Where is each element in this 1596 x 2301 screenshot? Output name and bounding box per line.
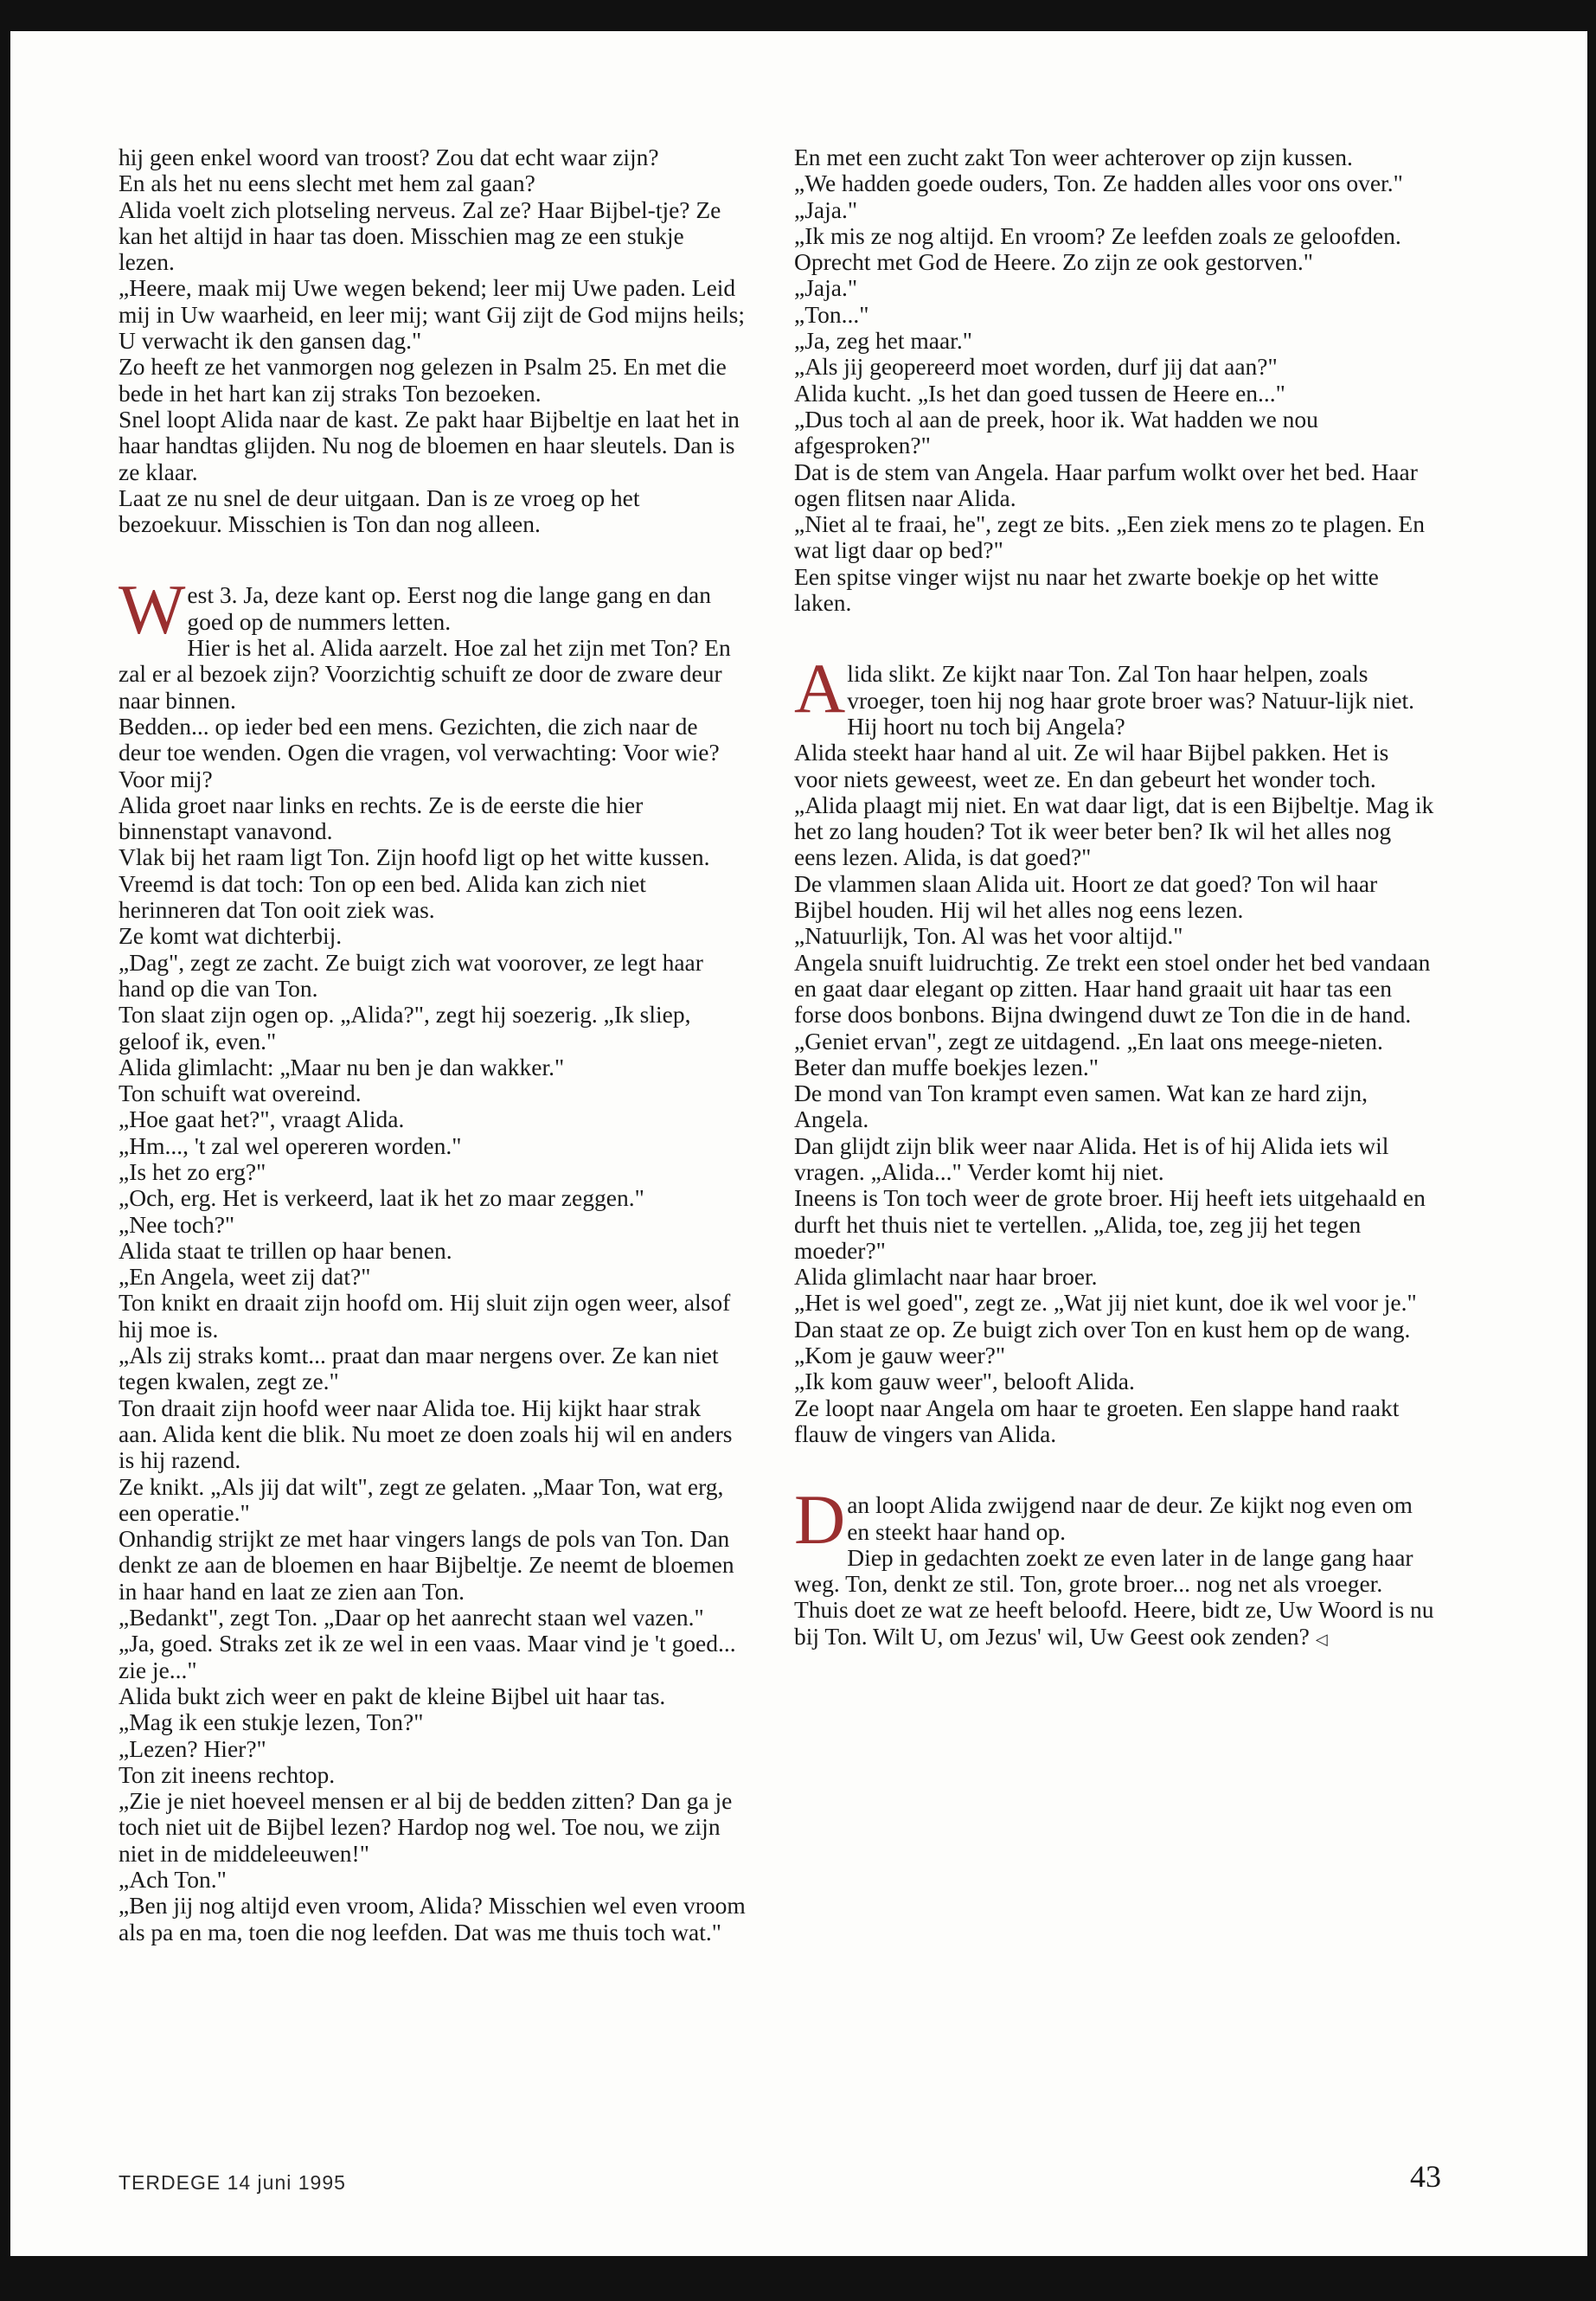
paragraph: „Jaja.": [794, 195, 858, 223]
paragraph: „We hadden goede ouders, Ton. Ze hadden alles voor ons over.": [794, 170, 1403, 197]
right-column: [794, 144, 1434, 1652]
paragraph: „Mag ik een stukje lezen, Ton?": [119, 1708, 424, 1736]
paragraph: Ton knikt en draait zijn hoofd om. Hij sluit zijn ogen weer, alsof hij moe is.: [119, 1289, 731, 1343]
page-number: 43: [1410, 2159, 1441, 2194]
paragraph: En als het nu eens slecht met hem zal gaan?: [119, 170, 535, 197]
paragraph: Onhandig strijkt ze met haar vingers langs de pols van Ton. Dan denkt ze aan de bloemen en haar Bijbeltje. Ze neemt de bloemen in haar hand en laat ze zien aan Ton.: [119, 1525, 734, 1605]
drop-cap: D: [794, 1480, 846, 1560]
paragraph: „Kom je gauw weer?": [794, 1342, 1006, 1369]
paragraph: „Is het zo erg?": [119, 1157, 266, 1185]
drop-cap: W: [119, 570, 186, 650]
paragraph: De vlammen slaan Alida uit. Hoort ze dat goed? Ton wil haar Bijbel houden. Hij wil het alles nog eens lezen.: [794, 869, 1378, 924]
paragraph: „Dus toch al aan de preek, hoor ik. Wat hadden we nou afgesproken?": [794, 405, 1318, 459]
paragraph: Diep in gedachten zoekt ze even later in de lange gang haar weg. Ton, denkt ze stil. Ton, grote broer... nog net als vroeger.: [794, 1543, 1413, 1598]
page-right-border: [1587, 0, 1596, 2301]
closing-paragraph: [794, 1597, 1434, 1652]
publication-footer: TERDEGE 14 juni 1995: [119, 2171, 346, 2194]
paragraph: „Dag", zegt ze zacht. Ze buigt zich wat voorover, ze legt haar hand op die van Ton.: [119, 948, 703, 1002]
paragraph: Dan staat ze op. Ze buigt zich over Ton en kust hem op de wang.: [794, 1315, 1411, 1343]
paragraph: „En Angela, weet zij dat?": [119, 1263, 371, 1291]
paragraph: „Als zij straks komt... praat dan maar nergens over. Ze kan niet tegen kwalen, zegt ze.": [119, 1342, 719, 1395]
page-top-border: [0, 0, 1596, 31]
closing-text: Thuis doet ze wat ze heeft beloofd. Heere, bidt ze, Uw Woord is nu bij Ton. Wilt U, om Jezus' wil, Uw Geest ook zenden?: [794, 1596, 1434, 1650]
paragraph: „Ik kom gauw weer", belooft Alida.: [794, 1368, 1135, 1395]
paragraph: „Zie je niet hoeveel mensen er al bij de bedden zitten? Dan ga je toch niet uit de Bijbel lezen? Hardop nog wel. Toe nou, we zijn niet in de middeleeuwen!": [119, 1787, 733, 1867]
paragraph: Alida kucht. „Is het dan goed tussen de Heere en...": [794, 379, 1285, 407]
section-opening-text: lida slikt. Ze kijkt naar Ton. Zal Ton haar helpen, zoals vroeger, toen hij nog haar grote broer was? Natuur-lijk niet. Hij hoort nu toch bij Angela?: [847, 660, 1415, 740]
section-opening-text: est 3. Ja, deze kant op. Eerst nog die lange gang en dan goed op de nummers letten.: [187, 581, 711, 635]
paragraph: Ze komt wat dichterbij.: [119, 922, 343, 950]
paragraph: „Hm..., 't zal wel opereren worden.": [119, 1131, 462, 1159]
page-bottom-border: [0, 2256, 1596, 2301]
paragraph: Hier is het al. Alida aarzelt. Hoe zal het zijn met Ton? En zal er al bezoek zijn? Voorzichtig schuift ze door de zware deur naar binnen.: [119, 634, 731, 714]
paragraph: „Heere, maak mij Uwe wegen bekend; leer mij Uwe paden. Leid mij in Uw waarheid, en leer mij; want Gij zijt de God mijns heils; U verwacht ik den gansen dag.": [119, 274, 746, 355]
paragraph: „Jaja.": [794, 274, 858, 302]
paragraph: Alida bukt zich weer en pakt de kleine Bijbel uit haar tas.: [119, 1682, 666, 1709]
paragraph: De mond van Ton krampt even samen. Wat kan ze hard zijn, Angela.: [794, 1080, 1368, 1133]
paragraph: Alida voelt zich plotseling nerveus. Zal ze? Haar Bijbel-tje? Ze kan het altijd in haar tas doen. Misschien mag ze een stukje lezen.: [119, 195, 721, 276]
paragraph: Dat is de stem van Angela. Haar parfum wolkt over het bed. Haar ogen flitsen naar Alida.: [794, 458, 1418, 511]
paragraph: „Ton...": [794, 300, 869, 328]
paragraph: Laat ze nu snel de deur uitgaan. Dan is ze vroeg op het bezoekuur. Misschien is Ton dan nog alleen.: [119, 484, 640, 538]
paragraph: Ze knikt. „Als jij dat wilt", zegt ze gelaten. „Maar Ton, wat erg, een operatie.": [119, 1472, 724, 1526]
section-opening-paragraph: [794, 649, 1434, 740]
paragraph: „Och, erg. Het is verkeerd, laat ik het zo maar zeggen.": [119, 1184, 644, 1212]
paragraph: Zo heeft ze het vanmorgen nog gelezen in Psalm 25. En met die bede in het hart kan zij straks Ton bezoeken.: [119, 353, 727, 407]
paragraph: „Het is wel goed", zegt ze. „Wat jij niet kunt, doe ik wel voor je.": [794, 1289, 1417, 1317]
paragraph: Alida steekt haar hand al uit. Ze wil haar Bijbel pakken. Het is voor niets geweest, weet ze. En dan gebeurt het wonder toch.: [794, 739, 1389, 792]
section-opening-paragraph: [794, 1480, 1434, 1560]
paragraph: Angela snuift luidruchtig. Ze trekt een stoel onder het bed vandaan en gaat daar elegant op zitten. Haar hand graait uit haar tas een forse doos bonbons. Bijna dwingend duwt ze Ton die in de hand.: [794, 948, 1431, 1029]
paragraph: „Ik mis ze nog altijd. En vroom? Ze leefden zoals ze geloofden. Oprecht met God de Heere. Zo zijn ze ook gestorven.": [794, 221, 1401, 276]
paragraph: Alida staat te trillen op haar benen.: [119, 1236, 452, 1264]
paragraph: Dan glijdt zijn blik weer naar Alida. Het is of hij Alida iets wil vragen. „Alida..." Verder komt hij niet.: [794, 1131, 1389, 1185]
paragraph: „Nee toch?": [119, 1210, 235, 1238]
paragraph: „Ach Ton.": [119, 1866, 227, 1893]
paragraph: „Lezen? Hier?": [119, 1734, 266, 1762]
paragraph: „Niet al te fraai, he", zegt ze bits. „Een ziek mens zo te plagen. En wat ligt daar op bed?": [794, 510, 1425, 564]
paragraph: Ineens is Ton toch weer de grote broer. Hij heeft iets uitgehaald en durft het thuis niet te vertellen. „Alida, toe, zeg jij het tegen moeder?": [794, 1184, 1426, 1264]
paragraph: „Ja, goed. Straks zet ik ze wel in een vaas. Maar vind je 't goed... zie je...": [119, 1630, 736, 1683]
paragraph: „Alida plaagt mij niet. En wat daar ligt, dat is een Bijbeltje. Mag ik het zo lang houden? Tot ik weer beter ben? Ik wil het alles nog eens lezen. Alida, is dat goed?": [794, 791, 1434, 871]
end-of-article-icon: ◁: [1315, 1630, 1328, 1648]
paragraph: Ton draait zijn hoofd weer naar Alida toe. Hij kijkt haar strak aan. Alida kent die blik. Nu moet ze doen zoals hij wil en anders is hij razend.: [119, 1394, 733, 1474]
paragraph: Snel loopt Alida naar de kast. Ze pakt haar Bijbeltje en laat het in haar handtas glijden. Nu nog de bloemen en haar sleutels. Dan is ze klaar.: [119, 405, 740, 485]
section-opening-text: an loopt Alida zwijgend naar de deur. Ze kijkt nog even om en steekt haar hand op.: [847, 1491, 1413, 1545]
paragraph: Vlak bij het raam ligt Ton. Zijn hoofd ligt op het witte kussen. Vreemd is dat toch: Ton op een bed. Alida kan zich niet herinneren dat Ton ooit ziek was.: [119, 843, 710, 924]
paragraph: „Als jij geopereerd moet worden, durf jij dat aan?": [794, 353, 1278, 381]
paragraph: Alida groet naar links en rechts. Ze is de eerste die hier binnenstapt vanavond.: [119, 791, 644, 845]
paragraph: „Ja, zeg het maar.": [794, 327, 972, 355]
paragraph: „Bedankt", zegt Ton. „Daar op het aanrecht staan wel vazen.": [119, 1604, 704, 1631]
paragraph: „Natuurlijk, Ton. Al was het voor altijd.": [794, 922, 1183, 950]
paragraph: Een spitse vinger wijst nu naar het zwarte boekje op het witte laken.: [794, 562, 1379, 617]
paragraph: „Hoe gaat het?", vraagt Alida.: [119, 1106, 405, 1133]
section-opening-paragraph: [119, 570, 746, 650]
paragraph: Alida glimlacht naar haar broer.: [794, 1263, 1098, 1291]
paragraph: En met een zucht zakt Ton weer achterover op zijn kussen.: [794, 144, 1353, 170]
paragraph: Ze loopt naar Angela om haar te groeten. Een slappe hand raakt flauw de vingers van Alida.: [794, 1394, 1400, 1447]
left-column: [119, 144, 746, 1945]
page-left-border: [0, 0, 10, 2301]
paragraph: Alida glimlacht: „Maar nu ben je dan wakker.": [119, 1053, 565, 1080]
paragraph: „Geniet ervan", zegt ze uitdagend. „En laat ons meege-nieten. Beter dan muffe boekjes lezen.": [794, 1027, 1383, 1080]
paragraph: Bedden... op ieder bed een mens. Gezichten, die zich naar de deur toe wenden. Ogen die vragen, vol verwachting: Voor wie? Voor mij?: [119, 712, 720, 792]
paragraph: „Ben jij nog altijd even vroom, Alida? Misschien wel even vroom als pa en ma, toen die nog leefden. Dat was me thuis toch wat.": [119, 1892, 746, 1945]
paragraph: Ton zit ineens rechtop.: [119, 1760, 336, 1788]
paragraph: Ton schuift wat overeind.: [119, 1080, 362, 1107]
drop-cap: A: [794, 649, 846, 728]
paragraph: hij geen enkel woord van troost? Zou dat echt waar zijn?: [119, 144, 659, 170]
paragraph: Ton slaat zijn ogen op. „Alida?", zegt hij soezerig. „Ik sliep, geloof ik, even.": [119, 1001, 691, 1054]
